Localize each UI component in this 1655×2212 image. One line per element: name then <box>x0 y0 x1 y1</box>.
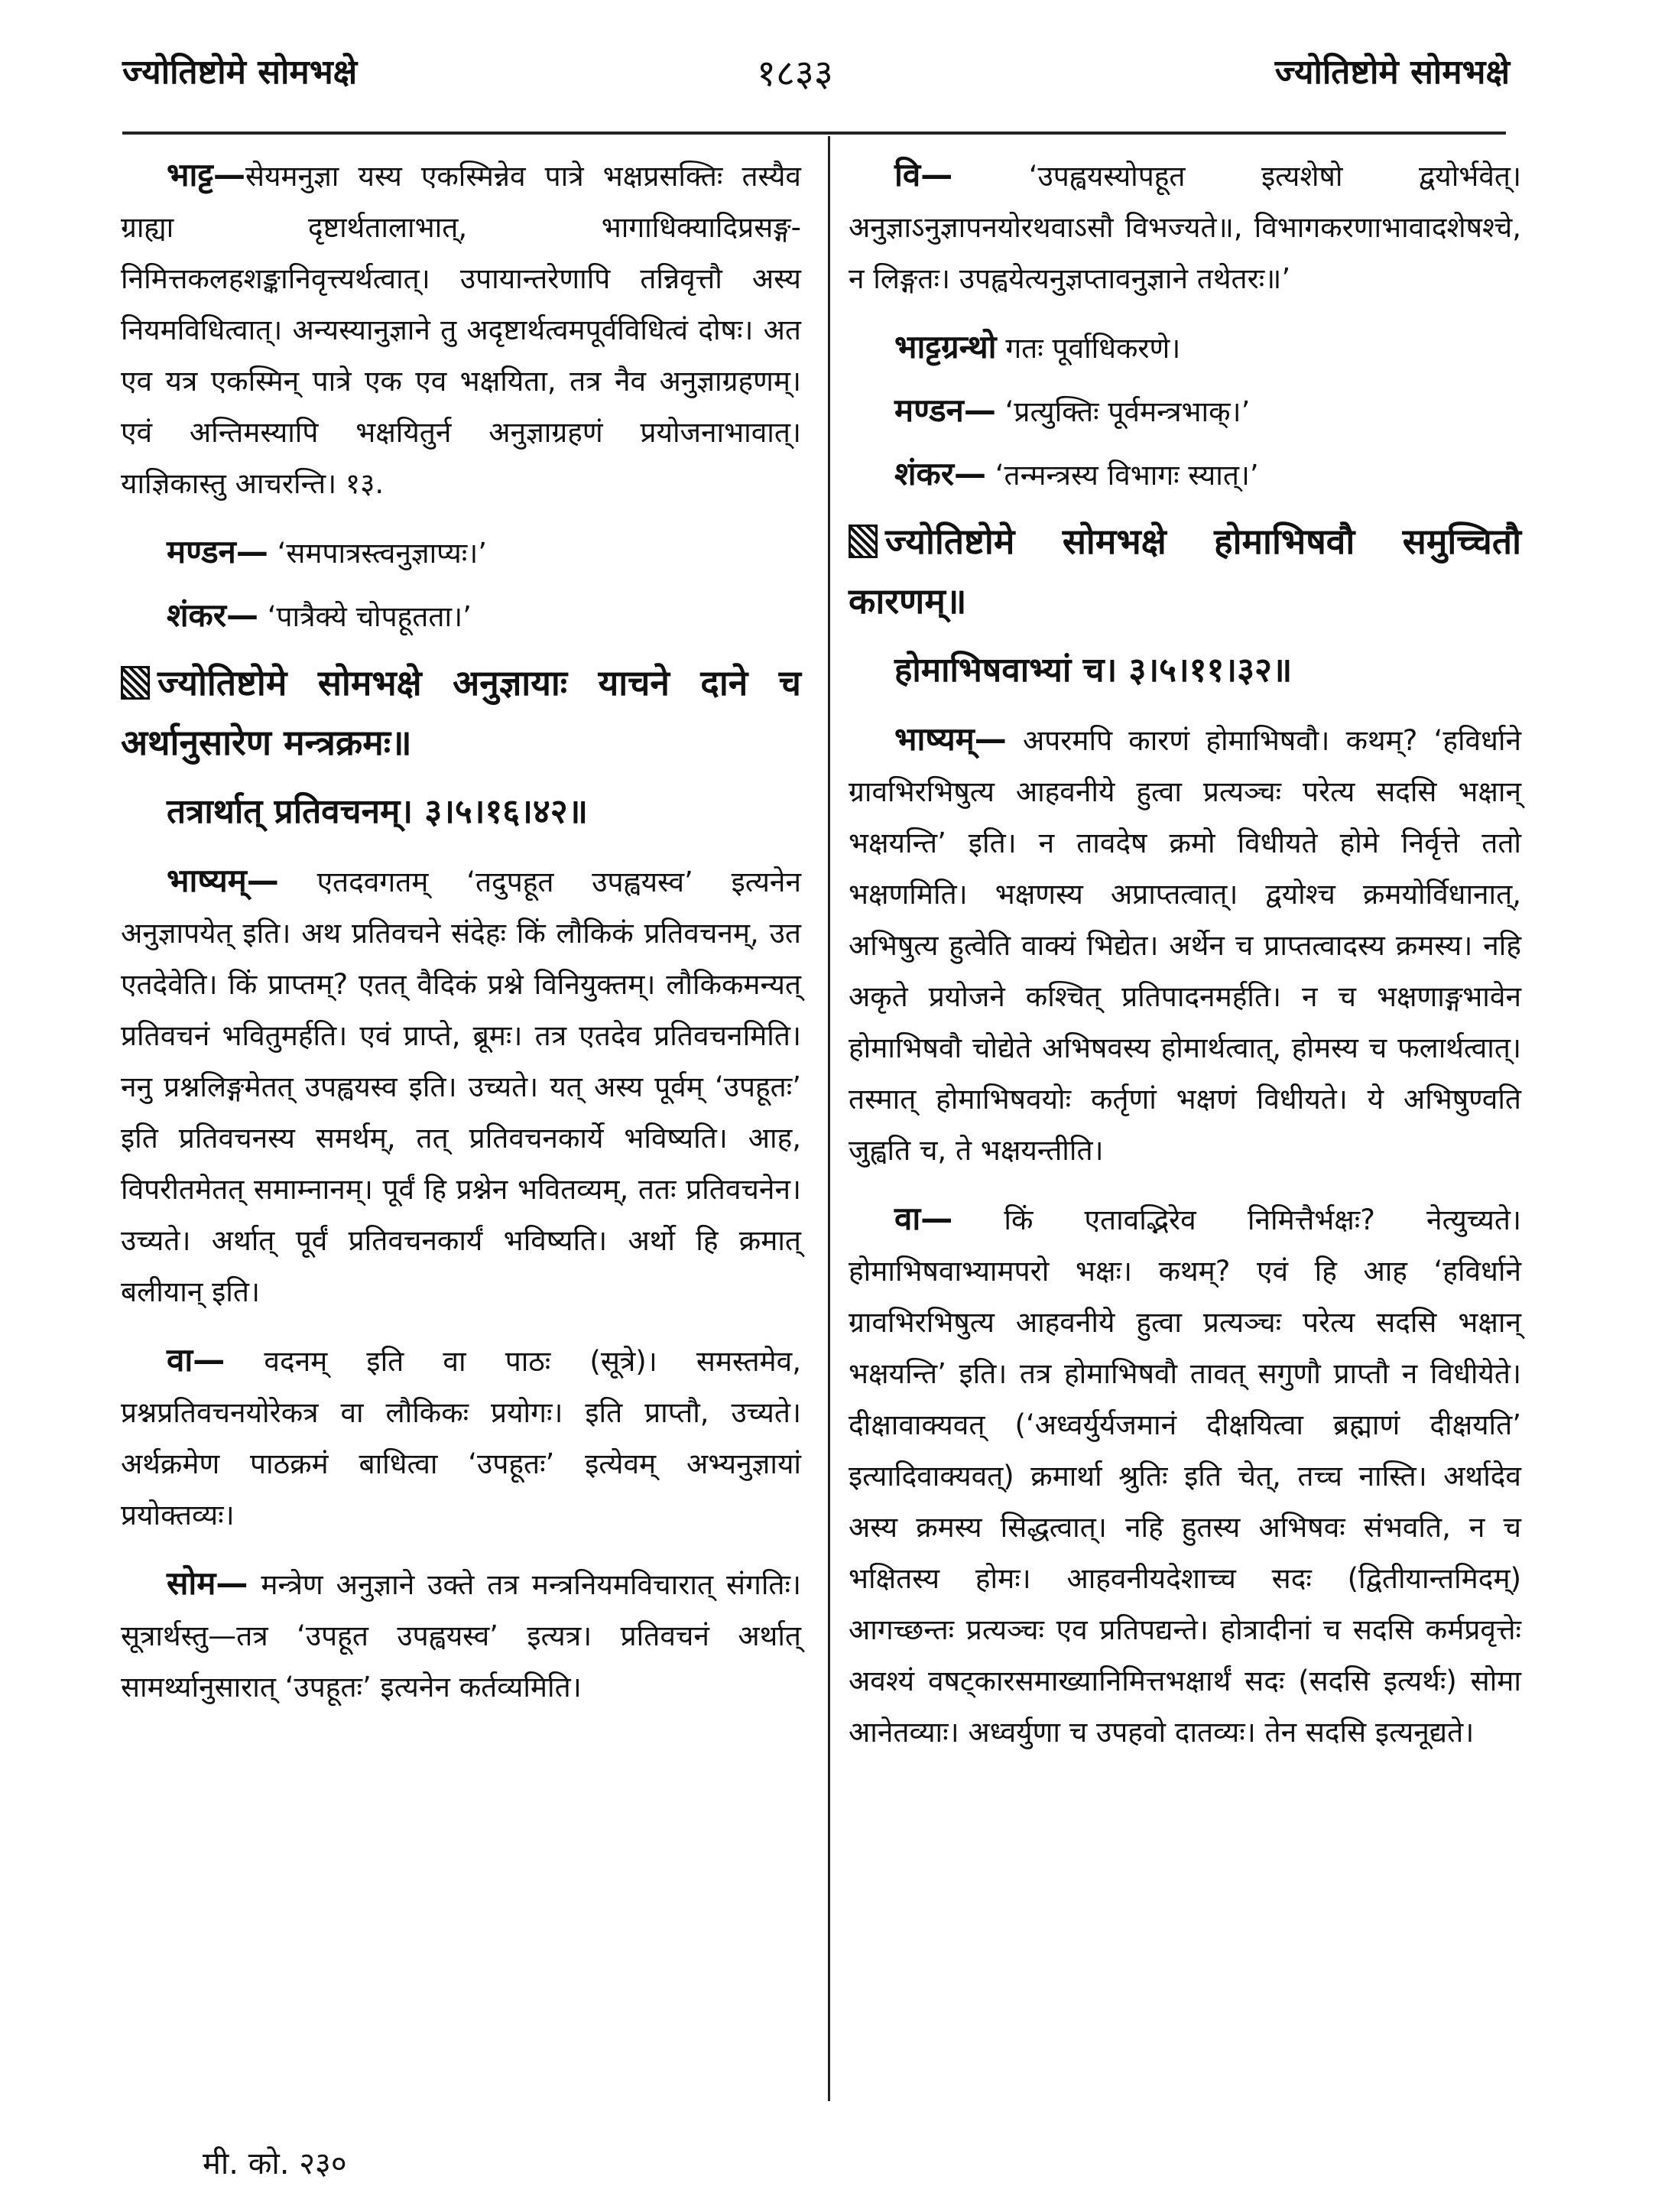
mandan-line-right <box>849 385 1521 437</box>
shankar-label-right: शंकर— <box>894 455 986 492</box>
mandan-label-right: मण्डन— <box>894 391 996 429</box>
adhikarana-heading <box>121 653 801 772</box>
bhashya-text: एतदवगतम् ‘तदुपहूत उपह्वयस्व’ इत्यनेन अनुज्ञापयेत् इति। अथ प्रतिवचने संदेहः किं लौकिकं प्रतिवचनम्, उत एतदेवेति। किं प्राप्तम्? एतत् वैदिकं प्रश्ने विनियुक्तम्। लौकिकमन्यत् प्रतिवचनं भवितुमर्हति। एवं प्राप्ते, ब्रूमः। तत्र एतदेव प्रतिवचनमिति। ननु प्रश्नलिङ्गमेतत् उपह्वयस्व इति। उच्यते। यत् अस्य पूर्वम् ‘उपहूतः’ इति प्रतिवचनस्य समर्थम्, तत् प्रतिवचनकार्ये भविष्यति। आह, विपरीतमेतत् समाम्नानम्। पूर्वं हि प्रश्नेन भवितव्यम्, ततः प्रतिवचनेन। उच्यते। अर्थात् पूर्वं प्रतिवचनकार्यं भविष्यति। अर्थो हि क्रमात् बलीयान् इति। <box>121 866 801 1308</box>
adhikarana-text-right: ज्योतिष्टोमे सोमभक्षे होमाभिषवौ समुच्चितौ कारणम्॥ <box>849 521 1521 622</box>
vi-label: वि— <box>894 156 953 193</box>
bhashya-label-right: भाष्यम्— <box>894 720 1007 758</box>
vi-text: ‘उपह्वयस्योपहूत इत्यशेषो द्वयोर्भवेत्। अनुज्ञाऽनुज्ञापनयोरथवाऽसौ विभज्यते॥, विभागकरणाभावादशेषश्चे, न लिङ्गतः। उपह्वयेत्यनुज्ञप्तावनुज्ञाने तथेतरः॥’ <box>849 160 1522 295</box>
va-label-right: वा— <box>894 1200 953 1237</box>
som-text: मन्त्रेण अनुज्ञाने उक्ते तत्र मन्त्रनियमविचारात् संगतिः। सूत्रार्थस्तु—तत्र ‘उपहूत उपह्वयस्व’ इत्यत्र। प्रतिवचनं अर्थात् सामर्थ्यानुसारात् ‘उपहूतः’ इत्यनेन कर्तव्यमिति। <box>121 1568 801 1704</box>
header-right-title: ज्योतिष्टोमे सोमभक्षे <box>1274 53 1510 92</box>
shankar-line-right <box>849 448 1521 501</box>
shankar-text: ‘पात्रैक्ये चोपहूतता।’ <box>267 600 472 633</box>
section-mark-icon <box>121 666 150 700</box>
va-paragraph-right <box>849 1193 1521 1758</box>
bhatta-grantha-line <box>849 321 1521 374</box>
va-text: वदनम् इति वा पाठः (सूत्रे)। समस्तमेव, प्रश्नप्रतिवचनयोरेकत्र वा लौकिकः प्रयोगः। इति प्राप्तौ, उच्यते। अर्थक्रमेण पाठक्रमं बाधित्वा ‘उपहूतः’ इत्येवम् अभ्यनुज्ञायां प्रयोक्तव्यः। <box>121 1345 801 1532</box>
sutra-line-right: होमाभिषवाभ्यां च। ३।५।११।३२॥ <box>894 651 1293 690</box>
bhatta-grantha-label: भाट्टग्रन्थो <box>894 328 997 365</box>
bhatta-grantha-text: गतः पूर्वाधिकरणे। <box>1005 332 1181 365</box>
va-label: वा— <box>167 1341 226 1379</box>
column-divider <box>828 136 830 2101</box>
header-rule <box>122 132 1506 135</box>
vi-paragraph <box>849 149 1521 304</box>
bhatta-label: भाट्ट— <box>167 156 245 193</box>
shankar-label: शंकर— <box>167 596 258 634</box>
som-label: सोम— <box>167 1564 248 1602</box>
left-column <box>121 149 801 1730</box>
page-number: १८३३ <box>757 52 833 95</box>
adhikarana-text: ज्योतिष्टोमे सोमभक्षे अनुज्ञायाः याचने दाने च अर्थानुसारेण मन्त्रक्रमः॥ <box>121 662 801 763</box>
adhikarana-heading-right <box>849 512 1521 631</box>
som-paragraph <box>121 1557 801 1713</box>
mandan-line <box>121 526 801 579</box>
bhatta-paragraph <box>121 149 801 509</box>
bhashya-label: भाष्यम्— <box>167 862 279 899</box>
bhatta-text: सेयमनुज्ञा यस्य एकस्मिन्नेव पात्रे भक्षप्रसक्तिः तस्यैव ग्राह्या दृष्टार्थतालाभात्, भागाधिक्यादिप्रसङ्ग-निमित्तकलहशङ्कानिवृत्त्यर्थत्वात्। उपायान्तरेणापि तन्निवृत्तौ अस्य नियमविधित्वात्। अन्यस्यानुज्ञाने तु अदृष्टार्थत्वमपूर्वविधित्वं दोषः। अत एव यत्र एकस्मिन् पात्रे एक एव भक्षयिता, तत्र नैव अनुज्ञाग्रहणम्। एवं अन्तिमस्यापि भक्षयितुर्न अनुज्ञाग्रहणं प्रयोजनाभावात्। याज्ञिकास्तु आचरन्ति। १३. <box>121 160 801 500</box>
right-column <box>849 149 1521 1775</box>
shankar-text-right: ‘तन्मन्त्रस्य विभागः स्यात्।’ <box>995 459 1259 492</box>
bhashya-paragraph <box>121 855 801 1317</box>
mandan-label: मण्डन— <box>167 533 268 570</box>
mandan-text: ‘समपात्रस्त्वनुज्ञाप्यः।’ <box>277 537 488 570</box>
footer-signature: मी. को. २३० <box>203 2146 347 2181</box>
mandan-text-right: ‘प्रत्युक्तिः पूर्वमन्त्रभाक्।’ <box>1004 395 1251 428</box>
shankar-line <box>121 590 801 642</box>
bhashya-text-right: अपरमपि कारणं होमाभिषवौ। कथम्? ‘हविर्धाने ग्रावभिरभिषुत्य आहवनीये हुत्वा प्रत्यञ्चः परेत्य सदसि भक्षान् भक्षयन्ति’ इति। न तावदेष क्रमो विधीयते होमे निर्वृत्ते ततो भक्षणमिति। भक्षणस्य अप्राप्तत्वात्। द्वयोश्च क्रमयोर्विधानात्, अभिषुत्य हुत्वेति वाक्यं भिद्येत। अर्थेन च प्राप्तत्वादस्य क्रमस्य। नहि अकृते प्रयोजने कश्चित् प्रतिपादनमर्हति। न च भक्षणाङ्गभावेन होमाभिषवौ चोद्येते अभिषवस्य होमार्थत्वात्, होमस्य च फलार्थत्वात्। तस्मात् होमाभिषवयोः कर्तृणां भक्षणं विधीयते। ये अभिषुण्वति जुह्वति च, ते भक्षयन्तीति। <box>849 724 1521 1167</box>
section-mark-icon <box>849 525 878 558</box>
va-text-right: किं एतावद्भिरेव निमित्तैर्भक्षः? नेत्युच्यते। होमाभिषवाभ्यामपरो भक्षः। कथम्? एवं हि आह ‘हविर्धाने ग्रावभिरभिषुत्य आहवनीये हुत्वा प्रत्यञ्चः परेत्य सदसि भक्षान् भक्षयन्ति’ इति। तत्र होमाभिषवौ तावत् सगुणौ प्राप्तौ न विधीयेते। दीक्षावाक्यवत् (‘अध्वर्युर्यजमानं दीक्षयित्वा ब्रह्माणं दीक्षयति’ इत्यादिवाक्यवत्) क्रमार्था श्रुतिः इति चेत्, तच्च नास्ति। अर्थादेव अस्य क्रमस्य सिद्धत्वात्। नहि हुतस्य अभिषवः संभवति, न च भक्षितस्य होमः। आहवनीयदेशाच्च सदः (द्वितीयान्तमिदम्) आगच्छन्तः प्रत्यञ्चः एव प्रतिपद्यन्ते। होत्रादीनां च सदसि कर्मप्रवृत्तेः अवश्यं वषट्कारसमाख्यानिमित्तभक्षार्थं सदः (सदसि इत्यर्थः) सोमा आनेतव्याः। अध्वर्युणा च उपहवो दातव्यः। तेन सदसि इत्यनूद्यते। <box>849 1203 1522 1749</box>
bhashya-paragraph-right <box>849 713 1521 1176</box>
header-left-title: ज्योतिष्टोमे सोमभक्षे <box>122 53 358 92</box>
sutra-line: तत्रार्थात् प्रतिवचनम्। ३।५।१६।४२॥ <box>167 792 588 831</box>
va-paragraph <box>121 1334 801 1541</box>
